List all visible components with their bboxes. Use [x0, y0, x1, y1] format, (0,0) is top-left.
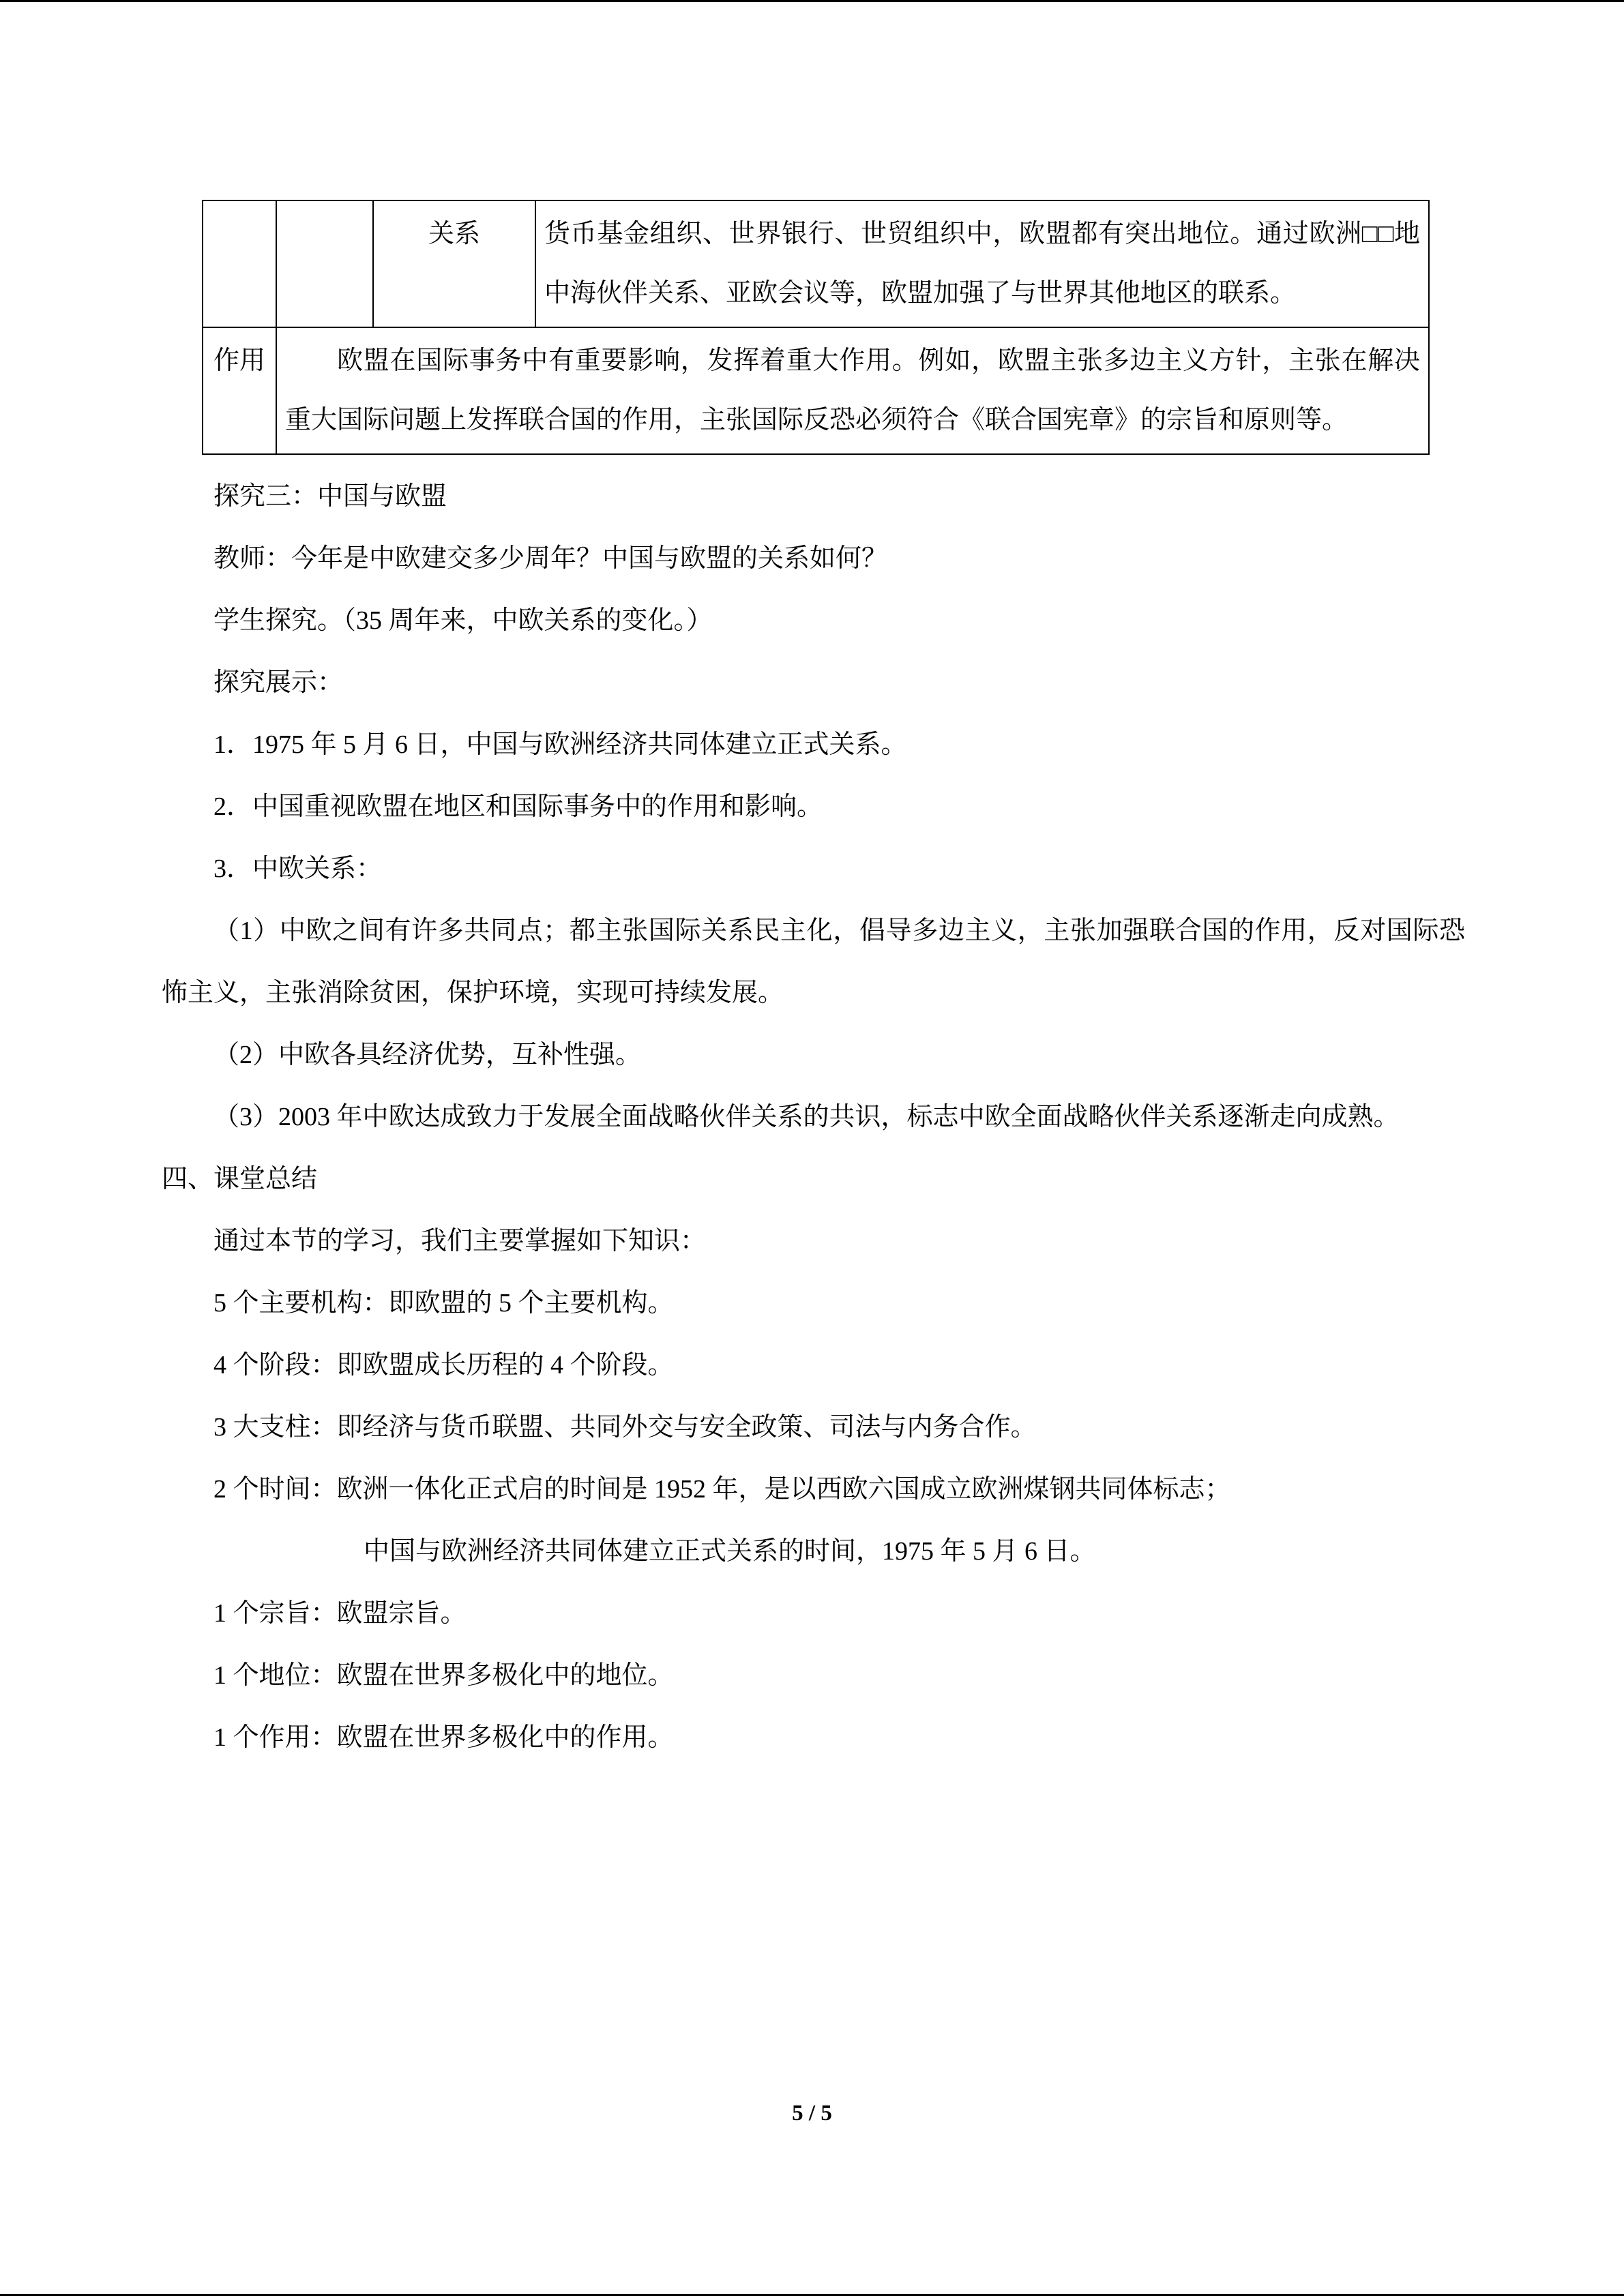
paragraph: 探究展示：	[213, 668, 344, 697]
paragraph: （2）中欧各具经济优势，互补性强。	[213, 1041, 642, 1069]
table-cell-role-content: 欧盟在国际事务中有重要影响，发挥着重大作用。例如，欧盟主张多边主义方针，主张在解决重大国际问题上发挥联合国的作用，主张国际反恐必须符合《联合国宪章》的宗旨和原则等。	[276, 327, 1429, 454]
table-row-role	[203, 327, 1429, 454]
paragraph-section-heading: 四、课堂总结	[162, 1165, 318, 1193]
content-area	[162, 200, 1465, 1769]
table-cell-empty	[276, 200, 373, 327]
paragraph: 1．1975 年 5 月 6 日，中国与欧洲经济共同体建立正式关系。	[213, 730, 907, 759]
paragraph: 教师：今年是中欧建交多少周年？中国与欧盟的关系如何？	[213, 544, 888, 573]
paragraph: 通过本节的学习，我们主要掌握如下知识：	[213, 1227, 707, 1255]
paragraph: 4 个阶段：即欧盟成长历程的 4 个阶段。	[213, 1351, 674, 1380]
paragraph: 1 个地位：欧盟在世界多极化中的地位。	[213, 1661, 674, 1690]
table-cell-empty	[203, 200, 276, 327]
paragraph: 1 个作用：欧盟在世界多极化中的作用。	[213, 1723, 674, 1752]
paragraph: 1 个宗旨：欧盟宗旨。	[213, 1599, 467, 1628]
paragraph: 中国与欧洲经济共同体建立正式关系的时间，1975 年 5 月 6 日。	[364, 1537, 1096, 1566]
table-cell-role-label: 作用	[203, 327, 276, 454]
page-number: 5 / 5	[792, 2101, 832, 2126]
paragraph: 学生探究。（35 周年来，中欧关系的变化。）	[213, 606, 713, 635]
paragraph: （3）2003 年中欧达成致力于发展全面战略伙伴关系的共识，标志中欧全面战略伙伴关系逐渐走向成熟。	[213, 1103, 1400, 1131]
table-row-relation	[203, 200, 1429, 327]
table-cell-relation-content: 货币基金组织、世界银行、世贸组织中，欧盟都有突出地位。通过欧洲□□地中海伙伴关系、亚欧会议等，欧盟加强了与世界其他地区的联系。	[535, 200, 1429, 327]
table-cell-relation-label: 关系	[373, 200, 535, 327]
paragraph: （1）中欧之间有许多共同点；都主张国际关系民主化，倡导多边主义，主张加强联合国的作用，反对国际恐怖主义，主张消除贫困，保护环境，实现可持续发展。	[162, 916, 1465, 1007]
paragraph: 5 个主要机构：即欧盟的 5 个主要机构。	[213, 1289, 674, 1317]
paragraph: 3 大支柱：即经济与货币联盟、共同外交与安全政策、司法与内务合作。	[213, 1413, 1037, 1442]
paragraph: 探究三：中国与欧盟	[213, 482, 447, 511]
paragraph: 3．中欧关系：	[213, 854, 383, 883]
paragraph: 2 个时间：欧洲一体化正式启的时间是 1952 年，是以西欧六国成立欧洲煤钢共同体标志；	[213, 1475, 1231, 1504]
eu-info-table	[202, 200, 1430, 455]
body-text	[162, 466, 1465, 1769]
paragraph: 2．中国重视欧盟在地区和国际事务中的作用和影响。	[213, 792, 823, 821]
